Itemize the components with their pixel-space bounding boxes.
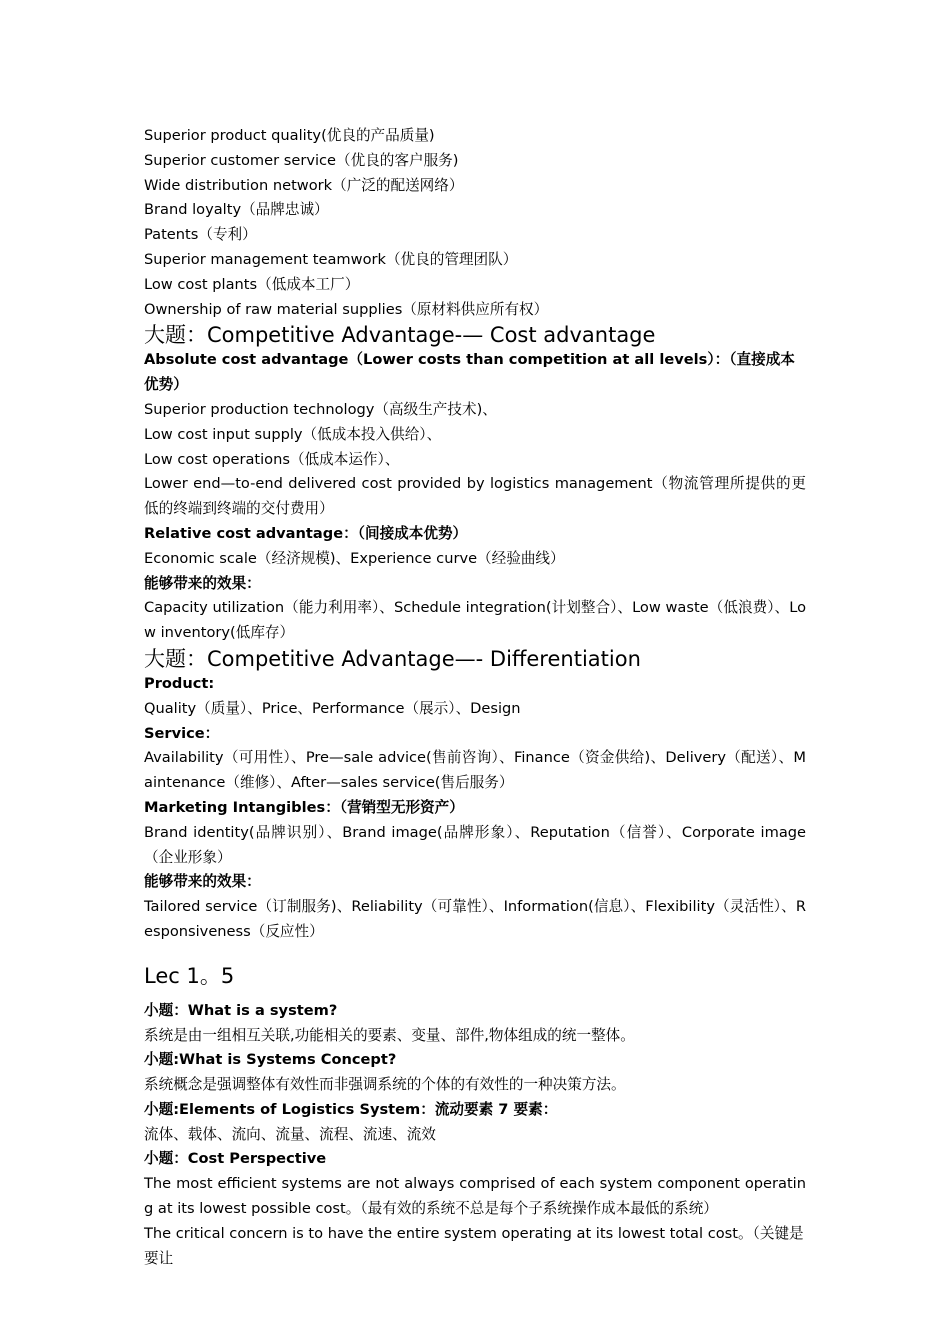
question-label: 小题:What is Systems Concept?	[144, 1051, 397, 1069]
section-heading: 大题：Competitive Advantage-— Cost advantage	[144, 323, 656, 348]
text-line: Patents（专利）	[144, 226, 257, 244]
subheading: 能够带来的效果：	[144, 873, 261, 891]
text-line: Low cost plants（低成本工厂）	[144, 275, 360, 293]
text-line: Superior management teamwork（优良的管理团队）	[144, 250, 518, 268]
subheading: 能够带来的效果：	[144, 574, 261, 592]
text-line: Ownership of raw material supplies（原材料供应所有权）	[144, 300, 549, 318]
subheading: Service：	[144, 724, 220, 742]
text-line: Superior production technology（高级生产技术)、	[144, 400, 497, 418]
answer-text: The critical concern is to have the entire system operating at its lowest total cost。（关键是要让	[144, 1224, 804, 1267]
subheading: Product:	[144, 674, 215, 692]
text-line: Low cost input supply（低成本投入供给）、	[144, 425, 442, 443]
lecture-title: Lec 1。5	[144, 963, 235, 988]
question-label: 小题:Elements of Logistics System：流动要素 7 要素：	[144, 1100, 558, 1118]
subheading: Absolute cost advantage（Lower costs than competition at all levels）：（直接成本优势）	[144, 351, 795, 394]
subheading: Marketing Intangibles：（营销型无形资产）	[144, 798, 464, 816]
question-label: 小题：What is a system?	[144, 1001, 338, 1019]
answer-text: 系统概念是强调整体有效性而非强调系统的个体的有效性的一种决策方法。	[144, 1076, 626, 1094]
text-line: Superior product quality(优良的产品质量)	[144, 127, 435, 144]
answer-text: 系统是由一组相互关联,功能相关的要素、变量、部件,物体组成的统一整体。	[144, 1026, 635, 1044]
text-line: Low cost operations（低成本运作）、	[144, 450, 400, 468]
text-line: Wide distribution network（广泛的配送网络）	[144, 176, 464, 194]
text-paragraph: Lower end—to-end delivered cost provided by logistics management（物流管理所提供的更低的终端到终端的交付费用）	[144, 475, 806, 518]
text-paragraph: Capacity utilization（能力利用率）、Schedule integration(计划整合）、Low waste（低浪费）、Low inventory(低库存）	[144, 599, 806, 642]
subheading: Relative cost advantage：（间接成本优势）	[144, 524, 468, 542]
question-label: 小题：Cost Perspective	[144, 1150, 327, 1168]
answer-text: 流体、载体、流向、流量、流程、流速、流效	[144, 1125, 436, 1143]
text-line: Quality（质量）、Price、Performance（展示）、Design	[144, 699, 521, 717]
text-paragraph: Tailored service（订制服务)、Reliability（可靠性）、Information(信息）、Flexibility（灵活性）、Responsiveness（反应性）	[144, 898, 806, 940]
text-line: Economic scale（经济规模)、Experience curve（经验曲线）	[144, 549, 565, 567]
text-line: Superior customer service（优良的客户服务)	[144, 151, 459, 169]
text-paragraph: Brand identity(品牌识别）、Brand image(品牌形象）、Reputation（信誉）、Corporate image（企业形象）	[144, 823, 806, 866]
text-line: Brand loyalty（品牌忠诚）	[144, 201, 329, 219]
section-heading: 大题：Competitive Advantage—- Differentiation	[144, 646, 641, 671]
text-paragraph: Availability（可用性）、Pre—sale advice(售前咨询）、Finance（资金供给)、Delivery（配送）、Maintenance（维修）、After—sales service(售后服务）	[144, 749, 806, 792]
document-body	[144, 124, 806, 1271]
answer-text: The most efficient systems are not always comprised of each system component operating at its lowest possible cost。（最有效的系统不总是每个子系统操作成本最低的系统）	[144, 1175, 806, 1218]
